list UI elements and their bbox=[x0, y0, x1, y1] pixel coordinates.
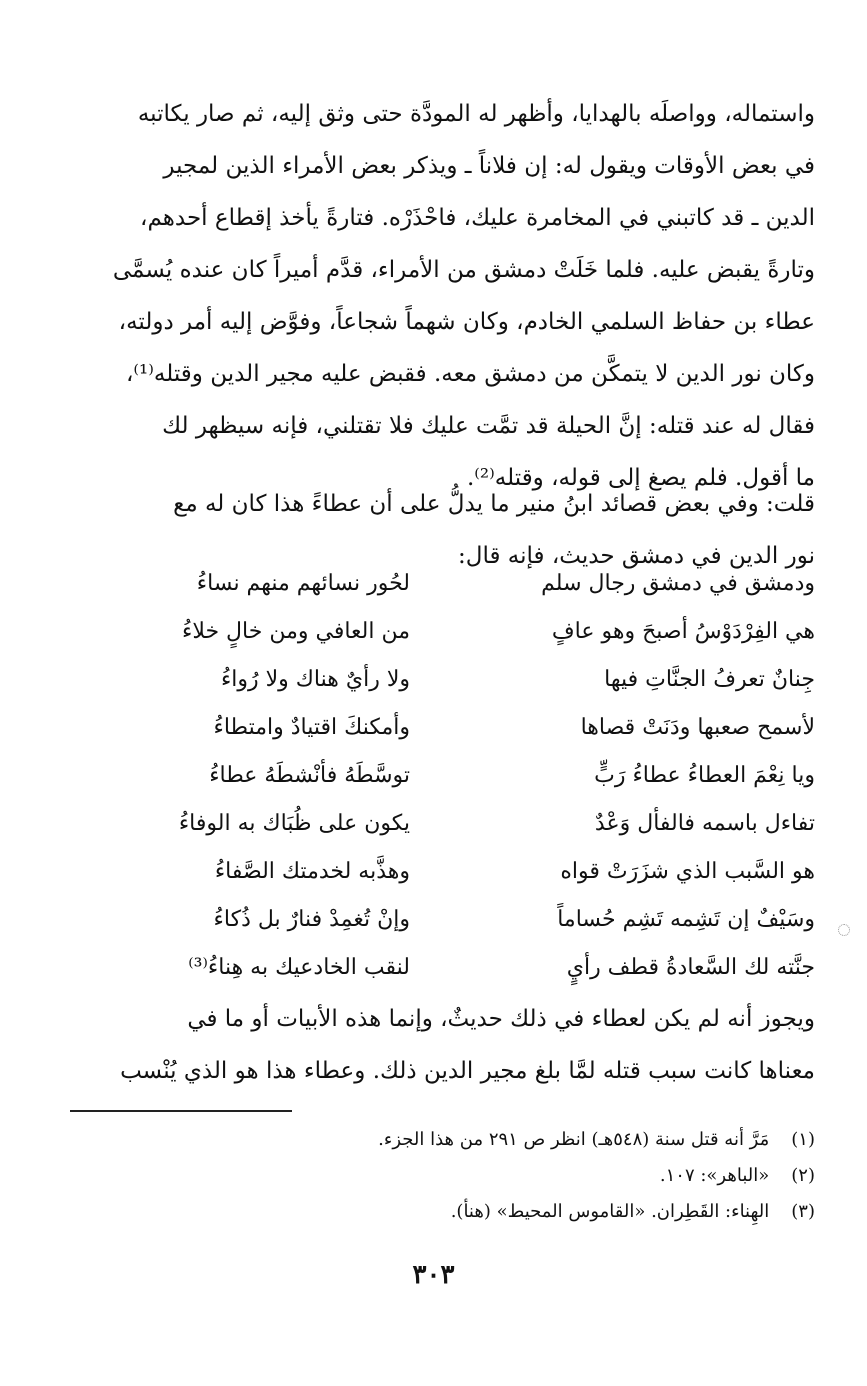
footnote-divider bbox=[70, 1110, 292, 1112]
poem-verse bbox=[55, 896, 815, 944]
text-line: نور الدين في دمشق حديث، فإنه قال: bbox=[458, 543, 815, 569]
footnote-number: (١) bbox=[791, 1129, 815, 1150]
footnote bbox=[55, 1194, 815, 1230]
page-number: ٣٠٣ bbox=[412, 1260, 455, 1290]
text-line: معناها كانت سبب قتله لمَّا بلغ مجير الدين ذلك. وعطاء هذا هو الذي يُنْسب bbox=[120, 1058, 815, 1084]
closing-paragraph bbox=[55, 993, 815, 1097]
verse-first-hemistich: لأسمح صعبها ودَنَتْ قصاها bbox=[580, 715, 815, 740]
poem-verse bbox=[55, 560, 815, 608]
verse-first-hemistich: وسَيْفٌ إن تَشِمه تَشِم حُساماً bbox=[557, 907, 815, 932]
poem-verse bbox=[55, 800, 815, 848]
verse-first-hemistich: تفاءل باسمه فالفأل وَعْدٌ bbox=[594, 811, 815, 836]
verse-first-hemistich: ودمشق في دمشق رجال سلم bbox=[541, 571, 815, 596]
verse-first-hemistich: هو السَّبب الذي شزَرَتْ قواه bbox=[560, 859, 815, 884]
poem bbox=[55, 560, 815, 992]
poem-verse bbox=[55, 656, 815, 704]
verse-first-hemistich: هي الفِرْدَوْسُ أصبحَ وهو عافٍ bbox=[551, 619, 815, 644]
verse-second-hemistich: ولا رأيٌ هناك ولا رُواءُ bbox=[220, 667, 410, 692]
footnote-number: (٢) bbox=[791, 1165, 815, 1186]
verse-second-hemistich: وأمكنكَ اقتيادٌ وامتطاءُ bbox=[213, 715, 410, 740]
poem-verse bbox=[55, 704, 815, 752]
margin-dot-mark bbox=[838, 924, 850, 936]
text-line: فقال له عند قتله: إنَّ الحيلة قد تمَّت عليك فلا تقتلني، فإنه سيظهر لك bbox=[162, 413, 815, 439]
text-line: ما أقول. فلم يصغ إلى قوله، وقتله⁽²⁾. bbox=[466, 465, 815, 491]
verse-second-hemistich: من العافي ومن خالٍ خلاءُ bbox=[181, 619, 410, 644]
verse-second-hemistich: لنقب الخادعيك به هِناءُ⁽³⁾ bbox=[188, 955, 410, 980]
verse-second-hemistich: يكون على ظُبَاك به الوفاءُ bbox=[178, 811, 410, 836]
verse-first-hemistich: جِنانٌ تعرفُ الجنَّاتِ فيها bbox=[604, 667, 815, 692]
text-line: قلت: وفي بعض قصائد ابنُ منير ما يدلُّ على أن عطاءً هذا كان له مع bbox=[173, 491, 815, 517]
footnote-number: (٣) bbox=[791, 1201, 815, 1222]
verse-second-hemistich: توسَّطَهُ فأنْشطَهُ عطاءُ bbox=[209, 763, 410, 788]
text-line: في بعض الأوقات ويقول له: إن فلاناً ـ ويذكر بعض الأمراء الذين لمجير bbox=[163, 153, 815, 179]
poem-verse bbox=[55, 848, 815, 896]
verse-second-hemistich: وهذَّبه لخدمتك الصَّفاءُ bbox=[214, 859, 410, 884]
intro-paragraph bbox=[55, 88, 815, 504]
text-line: وتارةً يقبض عليه. فلما خَلَتْ دمشق من الأمراء، قدَّم أميراً كان عنده يُسمَّى bbox=[112, 257, 815, 283]
text-line: ويجوز أنه لم يكن لعطاء في ذلك حديثٌ، وإنما هذه الأبيات أو ما في bbox=[187, 1006, 815, 1032]
footnote bbox=[55, 1158, 815, 1194]
verse-second-hemistich: لحُور نسائهم منهم نساءُ bbox=[196, 571, 410, 596]
verse-second-hemistich: وإنْ تُغمِدْ فنارٌ بل ذُكاءُ bbox=[213, 907, 410, 932]
footnote-text: «الباهر»: ١٠٧. bbox=[659, 1165, 770, 1186]
footnote bbox=[55, 1122, 815, 1158]
text-line: عطاء بن حفاظ السلمي الخادم، وكان شهماً شجاعاً، وفوَّض إليه أمر دولته، bbox=[118, 309, 815, 335]
text-line: الدين ـ قد كاتبني في المخامرة عليك، فاحْذَرْه. فتارةً يأخذ إقطاع أحدهم، bbox=[140, 205, 815, 231]
text-line: وكان نور الدين لا يتمكَّن من دمشق معه. فقبض عليه مجير الدين وقتله⁽¹⁾، bbox=[125, 361, 815, 387]
verse-first-hemistich: ويا نِعْمَ العطاءُ عطاءُ رَبٍّ bbox=[594, 763, 815, 788]
verse-first-hemistich: جنَّته لك السَّعادةُ قطف رأيٍ bbox=[566, 955, 815, 980]
poem-verse bbox=[55, 752, 815, 800]
poem-verse bbox=[55, 608, 815, 656]
footnotes bbox=[55, 1122, 815, 1230]
poem-verse bbox=[55, 944, 815, 992]
footnote-text: مَرَّ أنه قتل سنة (٥٤٨هـ) انظر ص ٢٩١ من هذا الجزء. bbox=[378, 1129, 770, 1150]
text-line: واستماله، وواصلَه بالهدايا، وأظهر له المودَّة حتى وثق إليه، ثم صار يكاتبه bbox=[137, 101, 815, 127]
footnote-text: الهِناء: القَطِران. «القاموس المحيط» (هنأ). bbox=[450, 1201, 770, 1222]
